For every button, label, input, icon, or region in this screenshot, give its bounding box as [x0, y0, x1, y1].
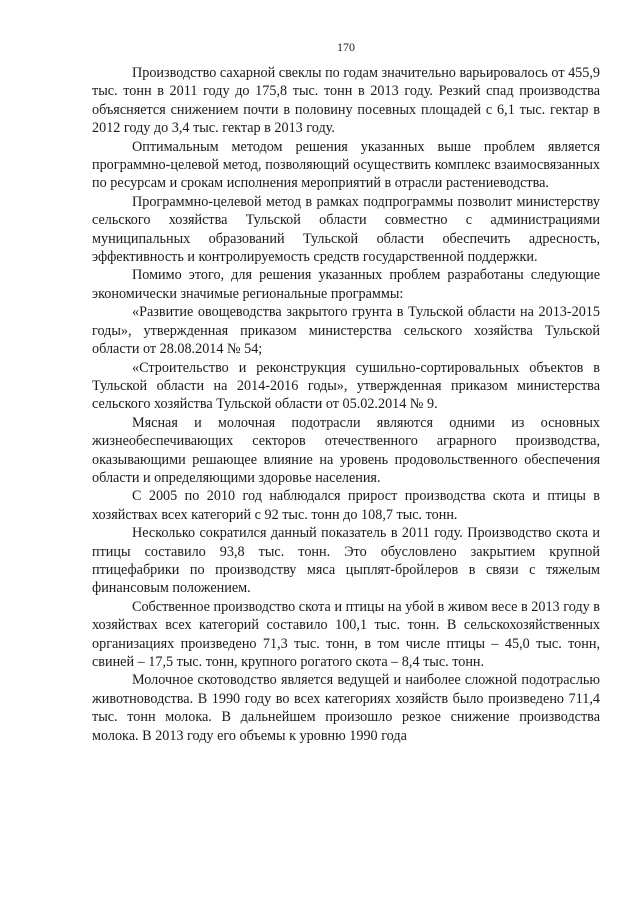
paragraph-program-drying: «Строительство и реконструкция сушильно-сортировальных объектов в Тульской области на 2014-2016 годы», утвержденная приказом министерства сельского хозяйства Тульской области от 05.02.2014 № 9. — [92, 359, 600, 413]
paragraph-optimal-method: Оптимальным методом решения указанных выше проблем является программно-целевой метод, позволяющий осуществить комплекс взаимосвязанных по ресурсам и срокам исполнения мероприятий в отрасли растениеводства. — [92, 138, 600, 192]
paragraph-decline-2011: Несколько сократился данный показатель в 2011 году. Производство скота и птицы составило 93,8 тыс. тонн. Это обусловлено закрытием крупной птицефабрики по производству мяса цыплят-бройлеров в связи с тяжелым финансовым положением. — [92, 525, 600, 597]
paragraph-meat-dairy: Мясная и молочная подотрасли являются одними из основных жизнеобеспечивающих секторов отечественного аграрного производства, оказывающими решающее влияние на уровень продовольственного обеспечения области и определяющими здоровье населения. — [92, 414, 600, 486]
paragraph-production-2013: Собственное производство скота и птицы на убой в живом весе в 2013 году в хозяйствах всех категорий составило 100,1 тыс. тонн. В сельскохозяйственных организациях произведено 71,3 тыс. тонн, в том числе птицы – 45,0 тыс. тонн, свиней – 17,5 тыс. тонн, крупного рогатого скота – 8,4 тыс. тонн. — [92, 598, 600, 670]
document-page — [92, 40, 600, 745]
paragraph-dairy-farming: Молочное скотоводство является ведущей и наиболее сложной подотраслью животноводства. В 1990 году во всех категориях хозяйств было произведено 711,4 тыс. тонн молока. В дальнейшем произошло резкое снижение производства молока. В 2013 году его объемы к уровню 1990 года — [92, 672, 600, 744]
page-number: 170 — [337, 40, 355, 54]
paragraph-program-vegetables: «Развитие овощеводства закрытого грунта в Тульской области на 2013-2015 годы», утвержденная приказом министерства сельского хозяйства Тульской области от 28.08.2014 № 54; — [92, 304, 600, 358]
paragraph-regional-programs: Помимо этого, для решения указанных проблем разработаны следующие экономически значимые региональные программы: — [92, 267, 600, 302]
paragraph-program-target-method: Программно-целевой метод в рамках подпрограммы позволит министерству сельского хозяйства Тульской области совместно с администрациями муниципальных образований Тульской области обеспечить адресность, эффективность и контролируемость средств государственной поддержки. — [92, 193, 600, 266]
paragraph-sugar-beet: Производство сахарной свеклы по годам значительно варьировалось от 455,9 тыс. тонн в 2011 году до 175,8 тыс. тонн в 2013 году. Резкий спад производства объясняется снижением почти в половину посевных площадей с 6,1 тыс. гектар в 2012 году до 3,4 тыс. гектар в 2013 году. — [92, 65, 600, 137]
paragraph-livestock-growth: С 2005 по 2010 год наблюдался прирост производства скота и птицы в хозяйствах всех категорий с 92 тыс. тонн до 108,7 тыс. тонн. — [92, 488, 600, 523]
